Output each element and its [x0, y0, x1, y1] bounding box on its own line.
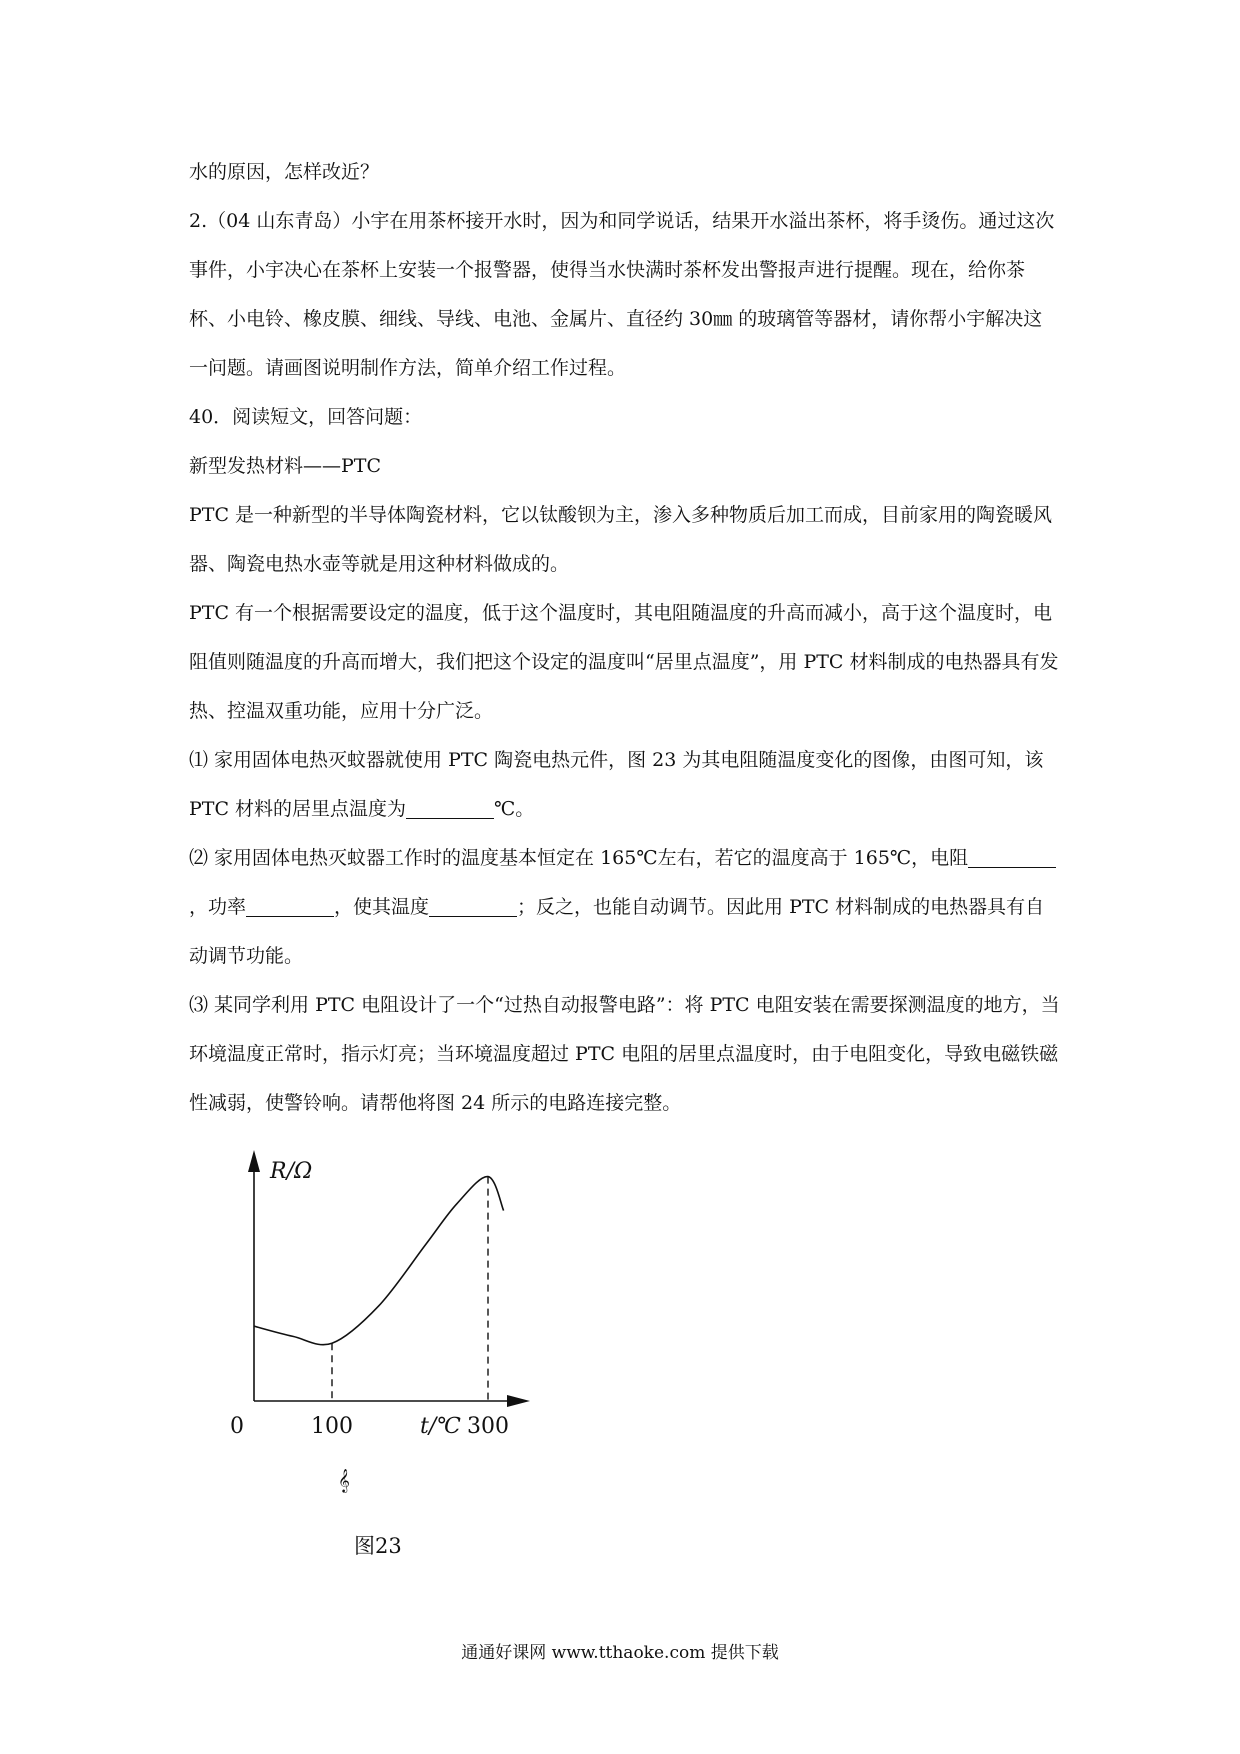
- paragraph-continuation: 水的原因，怎样改近？: [189, 161, 380, 183]
- sub-question-2-text-b: ，功率: [189, 896, 247, 918]
- sub-question-1-unit: ℃。: [494, 798, 535, 820]
- sub-question-1-text: ⑴ 家用固体电热灭蚊器就使用 PTC 陶瓷电热元件，图 23 为其电阻随温度变化的图像，由图可知，该 PTC 材料的居里点温度为: [189, 749, 1044, 820]
- question-40-heading: 40．阅读短文，回答问题：: [189, 406, 423, 428]
- figure-mark: 𝄞: [338, 1468, 350, 1492]
- article-paragraph-2: PTC 有一个根据需要设定的温度，低于这个温度时，其电阻随温度的升高而减小，高于这个温度时，电阻值则随温度的升高而增大，我们把这个设定的温度叫“居里点温度”，用 PTC 材料制成的电热器具有发热、控温双重功能，应用十分广泛。: [189, 602, 1059, 722]
- sub-question-2-text-a: ⑵ 家用固体电热灭蚊器工作时的温度基本恒定在 165℃左右，若它的温度高于 165℃，电阻: [189, 847, 969, 869]
- origin-label: 0: [230, 1414, 244, 1439]
- answer-blank-curie-temp[interactable]: [406, 796, 494, 819]
- sub-question-2-text-c: ，使其温度: [334, 896, 430, 918]
- x-tick-label-300: 300: [467, 1414, 509, 1439]
- figure-caption: 图23: [354, 1534, 402, 1558]
- answer-blank-temperature[interactable]: [429, 894, 517, 917]
- sub-question-2: [189, 834, 1061, 981]
- resistance-temperature-graph: [232, 1150, 562, 1450]
- sub-question-2-text-d: ；反之，也能自动调节。因此用 PTC 材料制成的电热器具有自动调节功能。: [189, 896, 1045, 967]
- sub-question-3: ⑶ 某同学利用 PTC 电阻设计了一个“过热自动报警电路”：将 PTC 电阻安装在需要探测温度的地方，当环境温度正常时，指示灯亮；当环境温度超过 PTC 电阻的居里点温度时，由于电阻变化，导致电磁铁磁性减弱，使警铃响。请帮他将图 24 所示的电路连接完整。: [189, 994, 1060, 1114]
- sub-question-1: [189, 736, 1061, 834]
- x-axis-label: t/℃: [420, 1414, 461, 1439]
- footer-text: 通通好课网 www.tthaoke.com 提供下载: [461, 1643, 779, 1663]
- article-paragraph-1: PTC 是一种新型的半导体陶瓷材料，它以钛酸钡为主，渗入多种物质后加工而成，目前家用的陶瓷暖风器、陶瓷电热水壶等就是用这种材料做成的。: [189, 504, 1053, 575]
- y-axis-label: R/Ω: [270, 1159, 313, 1184]
- answer-blank-power[interactable]: [246, 894, 334, 917]
- resistance-curve: [254, 1177, 504, 1345]
- x-tick-label-100: 100: [311, 1414, 353, 1439]
- answer-blank-resistance[interactable]: [968, 845, 1056, 868]
- question-2: 2.（04 山东青岛）小宇在用茶杯接开水时，因为和同学说话，结果开水溢出茶杯，将手烫伤。通过这次事件，小宇决心在茶杯上安装一个报警器，使得当水快满时茶杯发出警报声进行提醒。现在，给你茶杯、小电铃、橡皮膜、细线、导线、电池、金属片、直径约 30㎜ 的玻璃管等器材，请你帮小宇解决这一问题。请画图说明制作方法，简单介绍工作过程。: [189, 210, 1055, 379]
- article-title: 新型发热材料——PTC: [189, 455, 381, 477]
